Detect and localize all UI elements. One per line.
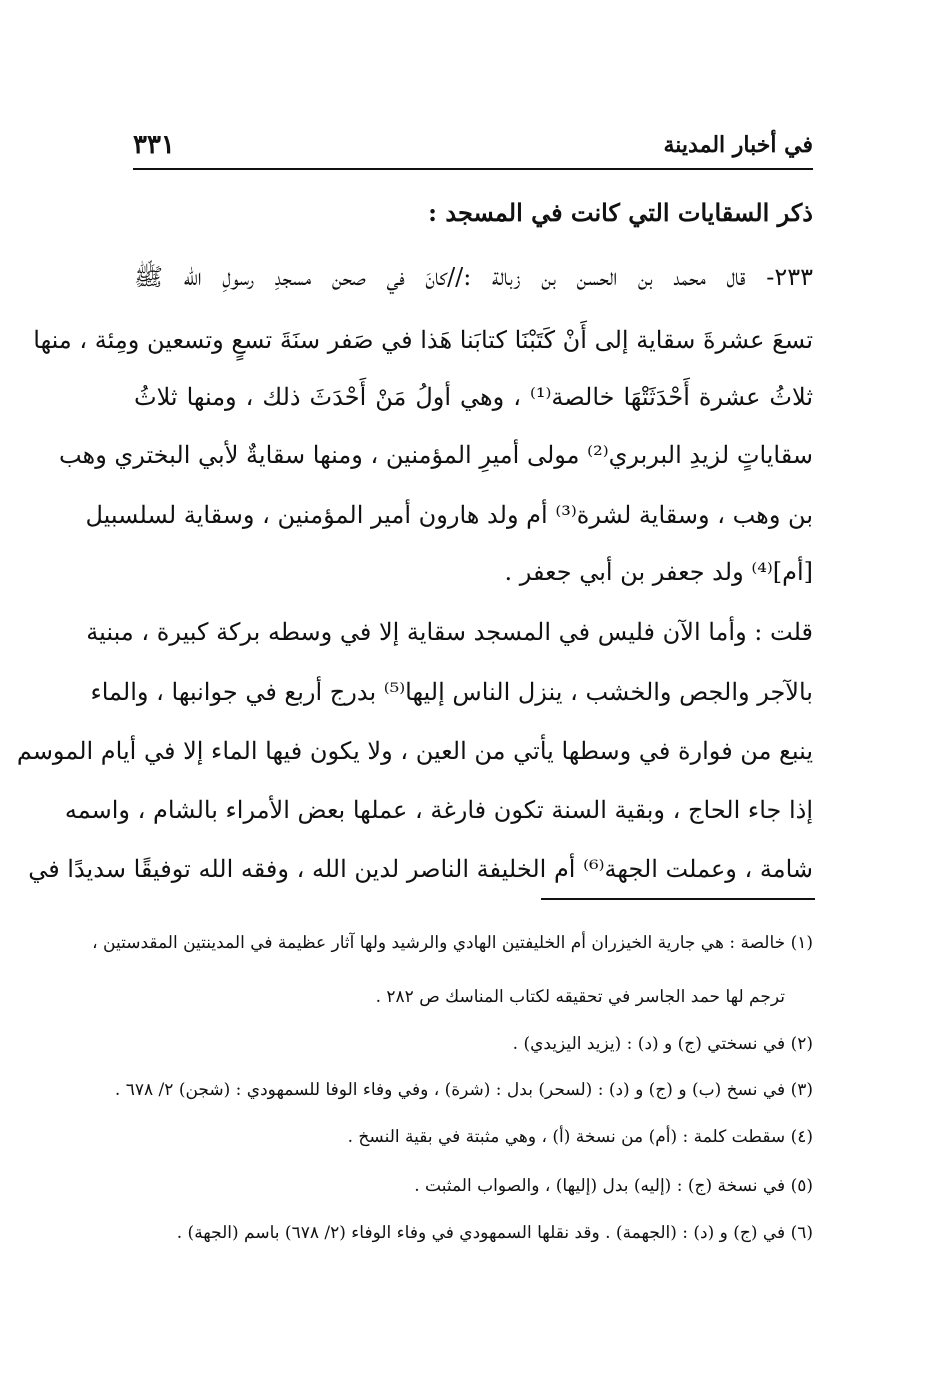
footnote: (١) خالصة : هي جارية الخيزران أم الخليفتين الهادي والرشيد ولها آثار عظيمة في المدينتين المقدستين ،	[92, 933, 813, 953]
footnote: (٤) سقطت كلمة : (أم) من نسخة (أ) ، وهي مثبتة في بقية النسخ .	[347, 1127, 813, 1147]
body-line: سقاياتٍ لزيدِ البربري⁽²⁾ مولى أميرِ المؤمنين ، ومنها سقايةٌ لأبي البختري وهب	[58, 441, 813, 469]
footnote: (٦) في (ج) و (د) : (الجهمة) . وقد نقلها السمهودي في وفاء الوفاء (٢/ ٦٧٨) باسم (الجهة) .	[176, 1223, 813, 1243]
footnote: (٥) في نسخة (ج) : (إليه) بدل (إليها) ، والصواب المثبت .	[414, 1176, 813, 1196]
section-heading: ذكر السقايات التي كانت في المسجد :	[428, 198, 813, 227]
body-line: قلت : وأما الآن فليس في المسجد سقاية إلا في وسطه بركة كبيرة ، مبنية	[86, 618, 813, 646]
running-header	[133, 128, 813, 170]
footnote: (٣) في نسخ (ب) و (ج) و (د) : (لسحر) بدل : (شرة) ، وفي وفاء الوفا للسمهودي : (شجن) ٢/ ٦٧٨ .	[114, 1080, 813, 1100]
body-line: ٢٣٣- قال محمد بن الحسن بن زبالة ://كانَ في صحن مسجدِ رسولِ الله ﷺ	[134, 263, 814, 291]
footnote-continuation: ترجم لها حمد الجاسر في تحقيقه لكتاب المناسك ص ٢٨٢ .	[375, 987, 785, 1007]
body-line: ثلاثُ عشرة أَحْدَثَتْهَا خالصة⁽¹⁾ ، وهي أولُ مَنْ أَحْدَثَ ذلك ، ومنها ثلاثُ	[134, 383, 813, 411]
body-line: بالآجر والجص والخشب ، ينزل الناس إليها⁽⁵⁾ بدرج أربع في جوانبها ، والماء	[90, 678, 813, 706]
body-line: ينبع من فوارة في وسطها يأتي من العين ، ولا يكون فيها الماء إلا في أيام الموسم	[16, 737, 813, 765]
footnote: (٢) في نسختي (ج) و (د) : (يزيد اليزيدي) .	[512, 1034, 813, 1054]
body-line: شامة ، وعملت الجهة⁽⁶⁾ أم الخليفة الناصر لدين الله ، وفقه الله توفيقًا سديدًا في	[28, 855, 813, 883]
body-line: [أم]⁽⁴⁾ ولد جعفر بن أبي جعفر .	[504, 558, 813, 586]
running-title: في أخبار المدينة	[663, 132, 813, 158]
page-number: ٣٣١	[133, 130, 175, 160]
body-line: إذا جاء الحاج ، وبقية السنة تكون فارغة ، عملها بعض الأمراء بالشام ، واسمه	[64, 796, 813, 824]
body-line: بن وهب ، وسقاية لشرة⁽³⁾ أم ولد هارون أمير المؤمنين ، وسقاية لسلسبيل	[85, 501, 813, 529]
footnote-divider	[541, 898, 815, 900]
body-line: تسعَ عشرةَ سقاية إلى أَنْ كَتَبْنَا كتابَنا هَذا في صَفر سنَةَ تسعٍ وتسعين ومِئة ، منها	[33, 326, 813, 354]
